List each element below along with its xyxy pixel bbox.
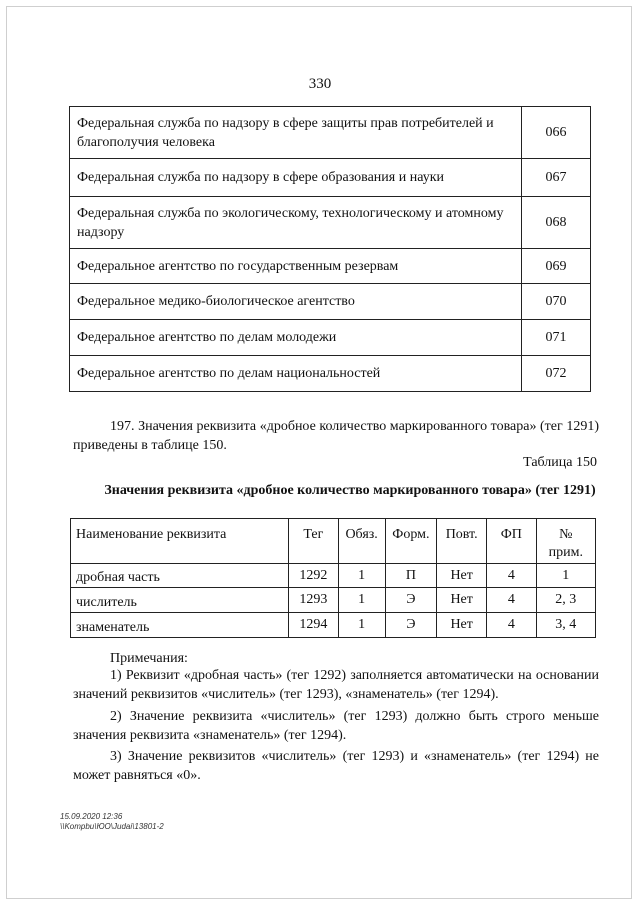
note-2: 2) Значение реквизита «числитель» (тег 1293) должно быть строго меньше значения реквизита «знаменатель» (тег 1294). [73,709,599,743]
table-cell: 1293 [289,588,339,613]
agency-code: 067 [522,159,591,197]
table-row [70,197,591,249]
table-title: Значения реквизита «дробное количество маркированного товара» (тег 1291) [104,483,596,498]
column-header: № прим. [536,519,595,564]
agency-code: 071 [522,320,591,356]
column-header: Тег [289,519,339,564]
column-header: Наименование реквизита [71,519,289,564]
table-cell: 4 [487,613,537,638]
table-cell: 2, 3 [536,588,595,613]
column-header: Повт. [437,519,487,564]
table-row [70,249,591,284]
table-cell: 1 [338,588,385,613]
table-cell: Э [385,613,437,638]
column-header: ФП [487,519,537,564]
table-cell: дробная часть [71,564,289,588]
note-1: 1) Реквизит «дробная часть» (тег 1292) заполняется автоматически на основании значений реквизитов «числитель» (тег 1293), «знаменатель» (тег 1294). [73,668,599,702]
requisite-table [70,518,596,638]
agency-code: 068 [522,197,591,249]
agency-name: Федеральное агентство по делам молодежи [70,320,522,356]
table-row [71,613,596,638]
table-label: Таблица 150 [523,455,597,470]
column-header: Форм. [385,519,437,564]
table-cell: 4 [487,588,537,613]
footer-timestamp: 15.09.2020 12:36 [60,812,123,821]
table-cell: 1 [338,613,385,638]
table-row [70,159,591,197]
table-cell: 1 [536,564,595,588]
column-header: Обяз. [338,519,385,564]
agency-name: Федеральная служба по надзору в сфере образования и науки [70,159,522,197]
table-cell: 4 [487,564,537,588]
table-cell: П [385,564,437,588]
footer-stamp [60,812,164,832]
agency-name: Федеральная служба по надзору в сфере защиты прав потребителей и благополучия человека [70,107,522,159]
table-cell: 1 [338,564,385,588]
agency-name: Федеральное агентство по государственным резервам [70,249,522,284]
table-cell: Нет [437,613,487,638]
agency-name: Федеральное медико-биологическое агентство [70,284,522,320]
agency-code: 072 [522,356,591,392]
agency-code: 070 [522,284,591,320]
table-row [71,564,596,588]
agency-codes-table [69,106,591,392]
agency-code: 069 [522,249,591,284]
page-number: 330 [308,76,332,92]
intro-paragraph: 197. Значения реквизита «дробное количество маркированного товара» (тег 1291) приведены в таблице 150. [73,419,599,453]
table-row [70,320,591,356]
table-header-row [71,519,596,564]
table-cell: знаменатель [71,613,289,638]
agency-code: 066 [522,107,591,159]
table-cell: 1292 [289,564,339,588]
table-row [71,588,596,613]
table-row [70,356,591,392]
note-3: 3) Значение реквизитов «числитель» (тег 1293) и «знаменатель» (тег 1294) не может равняться «0». [73,749,599,783]
agency-name: Федеральное агентство по делам национальностей [70,356,522,392]
notes-heading: Примечания: [110,651,188,666]
table-cell: Э [385,588,437,613]
agency-name: Федеральная служба по экологическому, технологическому и атомному надзору [70,197,522,249]
table-cell: Нет [437,564,487,588]
footer-file-path: \\Kompbu\ЮО\Judai\13801-2 [60,822,164,831]
table-cell: 1294 [289,613,339,638]
table-cell: Нет [437,588,487,613]
table-cell: 3, 4 [536,613,595,638]
table-cell: числитель [71,588,289,613]
table-row [70,107,591,159]
table-row [70,284,591,320]
